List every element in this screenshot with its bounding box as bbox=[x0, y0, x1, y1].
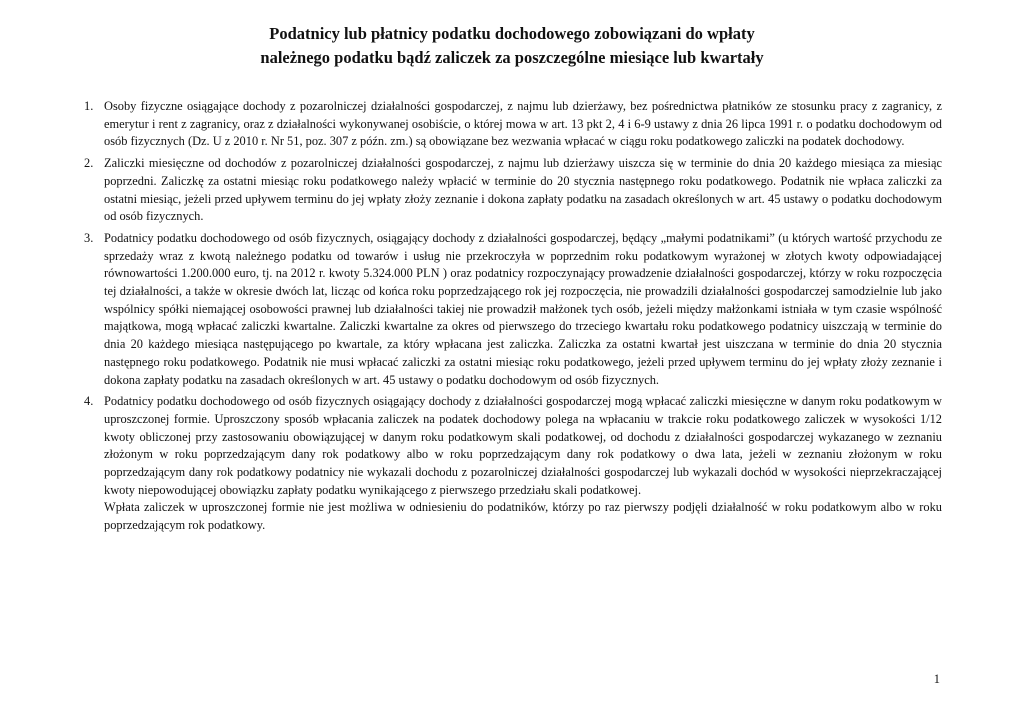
list-item-number: 2. bbox=[84, 156, 94, 171]
page-title bbox=[0, 22, 1024, 70]
numbered-list bbox=[84, 98, 942, 539]
list-item-number: 3. bbox=[84, 230, 94, 245]
list-item-paragraph: Zaliczki miesięczne od dochodów z pozarolniczej działalności gospodarczej, z najmu lub dzierżawy uiszcza się w terminie do dnia 20 każdego miesiąca za miesiąc poprzedni. Zaliczkę za ostatni miesiąc roku podatkowego należy wpłacić w terminie do 20 stycznia następnego roku podatkowego. Podatnik nie wpłaca zaliczki za ostatni miesiąc, jeżeli przed upływem terminu do jej wpłaty złoży zeznanie i dokona zapłaty podatku na zasadach określonych w art. 45 ustawy o podatku dochodowym od osób fizycznych. bbox=[104, 156, 942, 224]
title-line-1: Podatnicy lub płatnicy podatku dochodowego zobowiązani do wpłaty bbox=[269, 24, 755, 43]
list-item bbox=[84, 98, 942, 151]
list-item bbox=[84, 230, 942, 389]
list-item bbox=[84, 393, 942, 535]
list-item-number: 4. bbox=[84, 394, 94, 409]
title-line-2: należnego podatku bądź zaliczek za poszczególne miesiące lub kwartały bbox=[260, 48, 764, 67]
page-number: 1 bbox=[933, 672, 940, 686]
list-item bbox=[84, 155, 942, 226]
list-item-paragraph: Podatnicy podatku dochodowego od osób fizycznych, osiągający dochody z działalności gospodarczej, będący „małymi podatnikami” (u których wartość przychodu ze sprzedaży wraz z kwotą należnego podatku od towarów i usług nie przekroczyła w poprzednim roku podatkowym wyrażonej w złotych kwoty odpowiadającej równowartości 1.200.000 euro, tj. na 2012 r. kwoty 5.324.000 PLN ) oraz podatnicy rozpoczynający prowadzenie działalności gospodarczej, którzy w roku rozpoczęcia tej działalności, a także w okresie dwóch lat, licząc od końca roku poprzedzającego rok jej rozpoczęcia, nie prowadzili działalności gospodarczej samodzielnie lub jako wspólnicy spółki niemającej osobowości prawnej lub działalności takiej nie prowadził małżonek tych osób, jeżeli między małżonkami istniała w tym czasie wspólność majątkowa, mogą wpłacać zaliczki kwartalne. Zaliczki kwartalne za okres od pierwszego do trzeciego kwartału roku podatkowego podatnicy uiszczają w terminie do dnia 20 każdego miesiąca następującego po kwartale, za który wpłacana jest zaliczka. Zaliczka za ostatni kwartał jest uiszczana w terminie do dnia 20 stycznia następnego roku podatkowego. Podatnik nie musi wpłacać zaliczki za ostatni miesiąc roku podatkowego, jeżeli przed upływem terminu do jej wpłaty złoży zeznanie i dokona zapłaty podatku na zasadach określonych w art. 45 ustawy o podatku dochodowym od osób fizycznych. bbox=[104, 230, 942, 387]
list-item-paragraph: Wpłata zaliczek w uproszczonej formie nie jest możliwa w odniesieniu do podatników, którzy po raz pierwszy podjęli działalność w roku podatkowym albo w roku poprzedzającym rok podatkowy. bbox=[104, 500, 942, 533]
list-item-number: 1. bbox=[84, 99, 94, 113]
list-item-paragraph: Podatnicy podatku dochodowego od osób fizycznych osiągający dochody z działalności gospodarczej mogą wpłacać zaliczki miesięczne w danym roku podatkowym w uproszczonej formie. Uproszczony sposób wpłacania zaliczek na podatek dochodowy polega na wpłacaniu w trakcie roku podatkowego zaliczek w wysokości 1/12 kwoty obliczonej przy zastosowaniu obowiązującej w danym roku podatkowym skali podatkowej, od dochodu z działalności gospodarczej wykazanego w zeznaniu złożonym w roku poprzedzającym dany rok podatkowy albo w roku poprzedzającym dany rok podatkowy o dwa lata, jeżeli w zeznaniu złożonym w roku poprzedzającym dany rok podatkowy podatnicy nie wykazali dochodu z pozarolniczej działalności gospodarczej lub wykazali dochód w wysokości nieprzekraczającej kwoty niepowodującej obowiązku zapłaty podatku wynikającego z pierwszego przedziału skali podatkowej. bbox=[104, 394, 942, 497]
list-item-paragraph: Osoby fizyczne osiągające dochody z pozarolniczej działalności gospodarczej, z najmu lub dzierżawy, bez pośrednictwa płatników ze stosunku pracy z zagranicy, z emerytur i rent z zagranicy, oraz z działalności wykonywanej osobiście, o której mowa w art. 13 pkt 2, 4 i 6-9 ustawy z dnia 26 lipca 1991 r. o podatku dochodowym od osób fizycznych (Dz. U z 2010 r. Nr 51, poz. 307 z późn. zm.) są obowiązane bez wezwania wpłacać w ciągu roku podatkowego zaliczki na podatek dochodowy. bbox=[104, 99, 942, 149]
